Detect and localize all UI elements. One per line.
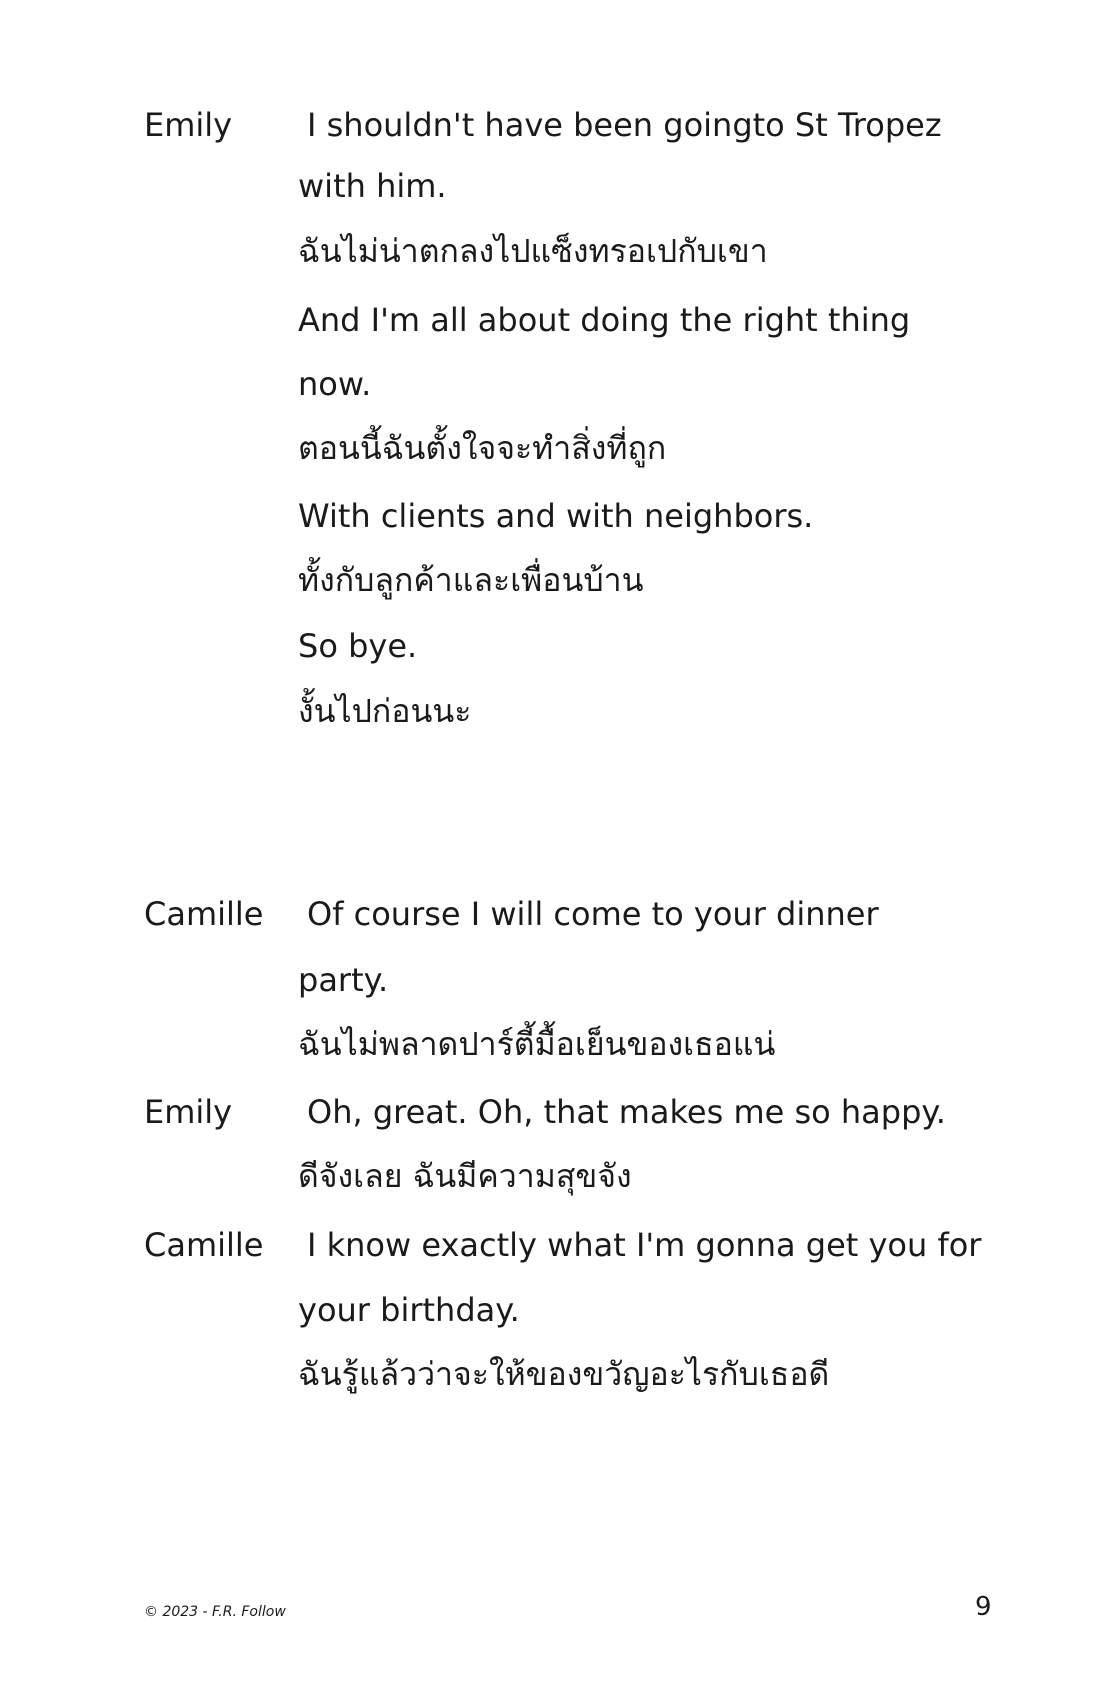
dialogue-line: With clients and with neighbors. xyxy=(298,497,814,535)
dialogue-line-thai: ทั้งกับลูกค้าและเพื่อนบ้าน xyxy=(298,561,644,599)
dialogue-line: now. xyxy=(298,365,372,403)
dialogue-line: And I'm all about doing the right thing xyxy=(298,301,911,339)
page-number: 9 xyxy=(975,1592,992,1622)
dialogue-line-thai: งั้นไปก่อนนะ xyxy=(298,692,472,730)
speaker-name: Camille xyxy=(144,1226,264,1264)
dialogue-line: your birthday. xyxy=(298,1291,520,1329)
dialogue-line-thai: ฉันไม่พลาดปาร์ตี้มื้อเย็นของเธอแน่ xyxy=(298,1025,776,1063)
speaker-name: Emily xyxy=(144,106,233,144)
speaker-name: Emily xyxy=(144,1093,233,1131)
dialogue-line-thai: ฉันไม่น่าตกลงไปแซ็งทรอเปกับเขา xyxy=(298,232,768,270)
dialogue-line-thai: ฉันรู้แล้วว่าจะให้ของขวัญอะไรกับเธอดี xyxy=(298,1355,830,1393)
dialogue-line-thai: ตอนนี้ฉันตั้งใจจะทำสิ่งที่ถูก xyxy=(298,429,667,467)
dialogue-line: Oh, great. Oh, that makes me so happy. xyxy=(307,1093,946,1131)
dialogue-line: party. xyxy=(298,961,389,999)
footer-copyright: © 2023 - F.R. Follow xyxy=(144,1604,286,1620)
dialogue-line: I know exactly what I'm gonna get you for xyxy=(307,1226,982,1264)
dialogue-line: Of course I will come to your dinner xyxy=(307,895,879,933)
dialogue-line: I shouldn't have been goingto St Tropez xyxy=(307,106,942,144)
speaker-name: Camille xyxy=(144,895,264,933)
dialogue-line-thai: ดีจังเลย ฉันมีความสุขจัง xyxy=(298,1157,632,1195)
dialogue-line: So bye. xyxy=(298,627,418,665)
dialogue-line: with him. xyxy=(298,167,447,205)
